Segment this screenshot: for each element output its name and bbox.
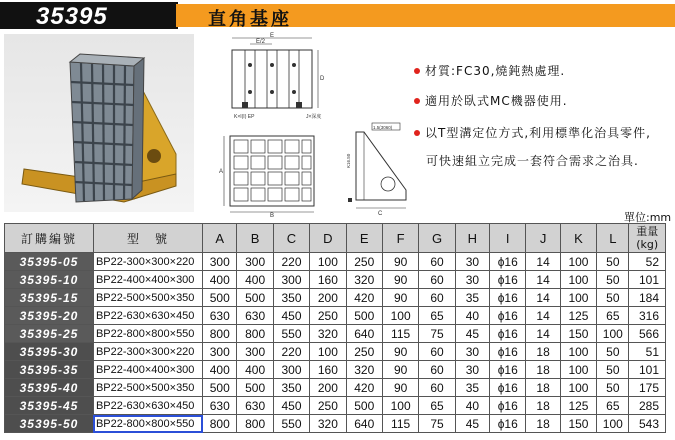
- dim-j-cell: 14: [526, 307, 560, 325]
- dim-e-cell: 500: [346, 397, 382, 415]
- col-header-k: K: [560, 224, 596, 253]
- model-cell: BP22-500×500×350: [93, 289, 202, 307]
- dim-g-cell: 75: [419, 415, 455, 433]
- table-row: [5, 379, 666, 397]
- dim-w-cell: 184: [629, 289, 666, 307]
- col-header-d: D: [310, 224, 346, 253]
- dim-l-cell: 100: [597, 325, 629, 343]
- dim-a-cell: 300: [203, 343, 237, 361]
- order-code-cell: 35395-15: [5, 289, 94, 307]
- dim-b-cell: 300: [237, 253, 273, 271]
- dim-i-cell: ϕ16: [490, 361, 526, 379]
- dim-g-cell: 60: [419, 253, 455, 271]
- dim-k-cell: 100: [560, 289, 596, 307]
- table-row: [5, 253, 666, 271]
- dim-k-cell: 100: [560, 343, 596, 361]
- dim-f-cell: 115: [382, 325, 418, 343]
- dim-d-cell: 250: [310, 307, 346, 325]
- dim-b-cell: 800: [237, 325, 273, 343]
- dim-j-cell: 14: [526, 289, 560, 307]
- dim-b-cell: 400: [237, 271, 273, 289]
- dim-c-cell: 300: [273, 271, 309, 289]
- label-b: B: [270, 213, 275, 218]
- dim-h-cell: 45: [455, 325, 489, 343]
- dim-d-cell: 160: [310, 361, 346, 379]
- col-header-f: F: [382, 224, 418, 253]
- dim-c-cell: 300: [273, 361, 309, 379]
- dim-a-cell: 630: [203, 397, 237, 415]
- dim-l-cell: 65: [597, 307, 629, 325]
- feature-item-continued: 可快速組立完成一套符合需求之治具.: [426, 154, 639, 168]
- label-e: E: [270, 33, 275, 39]
- dim-b-cell: 800: [237, 415, 273, 433]
- dim-e-cell: 250: [346, 253, 382, 271]
- dim-l-cell: 50: [597, 253, 629, 271]
- dim-a-cell: 800: [203, 325, 237, 343]
- dim-f-cell: 115: [382, 415, 418, 433]
- col-header-e: E: [346, 224, 382, 253]
- label-c: C: [378, 211, 383, 217]
- dim-e-cell: 420: [346, 289, 382, 307]
- dim-k-cell: 125: [560, 307, 596, 325]
- dim-l-cell: 100: [597, 415, 629, 433]
- dim-k-cell: 150: [560, 415, 596, 433]
- order-code-cell: 35395-35: [5, 361, 94, 379]
- dim-w-cell: 543: [629, 415, 666, 433]
- dim-g-cell: 65: [419, 307, 455, 325]
- dim-w-cell: 175: [629, 379, 666, 397]
- dim-d-cell: 200: [310, 379, 346, 397]
- table-row: [5, 361, 666, 379]
- col-header-l: L: [597, 224, 629, 253]
- dim-d-cell: 320: [310, 325, 346, 343]
- dim-l-cell: 50: [597, 361, 629, 379]
- dim-i-cell: ϕ16: [490, 325, 526, 343]
- dim-h-cell: 40: [455, 397, 489, 415]
- dim-g-cell: 60: [419, 271, 455, 289]
- front-view-drawing: [218, 128, 328, 218]
- dim-f-cell: 90: [382, 253, 418, 271]
- dim-j-cell: 18: [526, 343, 560, 361]
- dim-a-cell: 630: [203, 307, 237, 325]
- label-e2: E/2: [256, 39, 266, 45]
- col-header-model: 型 號: [93, 224, 202, 253]
- dim-l-cell: 50: [597, 289, 629, 307]
- model-cell: BP22-400×400×300: [93, 271, 202, 289]
- col-header-g: G: [419, 224, 455, 253]
- page-title: 直角基座: [208, 9, 292, 30]
- dim-c-cell: 550: [273, 325, 309, 343]
- dim-c-cell: 220: [273, 253, 309, 271]
- table-row: [5, 307, 666, 325]
- col-header-weight: 重量 (kg): [629, 224, 666, 253]
- label-a: A: [219, 169, 224, 175]
- dim-e-cell: 320: [346, 361, 382, 379]
- dim-i-cell: ϕ16: [490, 253, 526, 271]
- dim-f-cell: 90: [382, 289, 418, 307]
- dim-w-cell: 285: [629, 397, 666, 415]
- dim-k-cell: 100: [560, 379, 596, 397]
- dim-d-cell: 320: [310, 415, 346, 433]
- top-view-drawing: [220, 30, 330, 125]
- model-cell: BP22-400×400×300: [93, 361, 202, 379]
- dim-l-cell: 50: [597, 343, 629, 361]
- dim-e-cell: 320: [346, 271, 382, 289]
- dim-d-cell: 160: [310, 271, 346, 289]
- dim-w-cell: 316: [629, 307, 666, 325]
- dim-f-cell: 100: [382, 397, 418, 415]
- dim-k-cell: 100: [560, 361, 596, 379]
- dim-h-cell: 30: [455, 253, 489, 271]
- dim-g-cell: 60: [419, 343, 455, 361]
- unit-label: 單位:mm: [624, 211, 672, 224]
- dim-j-cell: 18: [526, 361, 560, 379]
- dim-g-cell: 60: [419, 289, 455, 307]
- model-cell: BP22-800×800×550: [93, 415, 202, 433]
- dim-b-cell: 500: [237, 379, 273, 397]
- col-header-a: A: [203, 224, 237, 253]
- dim-j-cell: 18: [526, 397, 560, 415]
- dim-l-cell: 50: [597, 271, 629, 289]
- label-note: 1.5(3060): [373, 125, 393, 130]
- dim-k-cell: 100: [560, 271, 596, 289]
- dim-c-cell: 450: [273, 397, 309, 415]
- model-cell: BP22-300×300×220: [93, 343, 202, 361]
- dim-f-cell: 90: [382, 343, 418, 361]
- col-header-j: J: [526, 224, 560, 253]
- dim-l-cell: 50: [597, 379, 629, 397]
- order-code-cell: 35395-30: [5, 343, 94, 361]
- dim-h-cell: 35: [455, 379, 489, 397]
- dim-d-cell: 100: [310, 343, 346, 361]
- dim-h-cell: 35: [455, 289, 489, 307]
- feature-item: 材質:FC30,燒鈍熱處理.: [414, 62, 565, 80]
- model-cell: BP22-500×500×350: [93, 379, 202, 397]
- model-cell: BP22-630×630×450: [93, 307, 202, 325]
- side-view-drawing: [336, 118, 416, 218]
- dim-a-cell: 800: [203, 415, 237, 433]
- order-code-cell: 35395-05: [5, 253, 94, 271]
- dim-j-cell: 18: [526, 415, 560, 433]
- dim-d-cell: 100: [310, 253, 346, 271]
- dim-d-cell: 200: [310, 289, 346, 307]
- dim-c-cell: 550: [273, 415, 309, 433]
- dim-j-cell: 14: [526, 271, 560, 289]
- dim-w-cell: 566: [629, 325, 666, 343]
- dim-e-cell: 500: [346, 307, 382, 325]
- table-row: [5, 415, 666, 433]
- dim-a-cell: 500: [203, 379, 237, 397]
- dim-h-cell: 30: [455, 271, 489, 289]
- dim-j-cell: 14: [526, 253, 560, 271]
- dim-f-cell: 100: [382, 307, 418, 325]
- dim-w-cell: 52: [629, 253, 666, 271]
- dim-w-cell: 51: [629, 343, 666, 361]
- dim-e-cell: 420: [346, 379, 382, 397]
- dim-b-cell: 630: [237, 397, 273, 415]
- feature-item: 適用於臥式MC機器使用.: [414, 92, 568, 110]
- dim-e-cell: 640: [346, 325, 382, 343]
- dim-h-cell: 40: [455, 307, 489, 325]
- order-code-cell: 35395-50: [5, 415, 94, 433]
- dim-e-cell: 250: [346, 343, 382, 361]
- dim-c-cell: 450: [273, 307, 309, 325]
- dim-h-cell: 30: [455, 343, 489, 361]
- feature-item: 以T型溝定位方式,利用標準化治具零件,: [414, 124, 651, 142]
- angle-plate-image: [4, 34, 194, 212]
- table-row: [5, 343, 666, 361]
- table-row: [5, 289, 666, 307]
- model-cell: BP22-800×800×550: [93, 325, 202, 343]
- label-hole: K16.50: [346, 153, 351, 168]
- table-row: [5, 397, 666, 415]
- col-header-h: H: [455, 224, 489, 253]
- col-header-order-no: 訂購編號: [5, 224, 94, 253]
- dim-a-cell: 400: [203, 271, 237, 289]
- dim-j-cell: 14: [526, 325, 560, 343]
- model-cell: BP22-300×300×220: [93, 253, 202, 271]
- order-code-cell: 35395-10: [5, 271, 94, 289]
- dim-c-cell: 220: [273, 343, 309, 361]
- order-code-cell: 35395-40: [5, 379, 94, 397]
- dim-d-cell: 250: [310, 397, 346, 415]
- dim-i-cell: ϕ16: [490, 271, 526, 289]
- dim-g-cell: 60: [419, 379, 455, 397]
- order-code-cell: 35395-45: [5, 397, 94, 415]
- dim-k-cell: 125: [560, 397, 596, 415]
- dim-l-cell: 65: [597, 397, 629, 415]
- table-row: [5, 325, 666, 343]
- col-header-b: B: [237, 224, 273, 253]
- dim-f-cell: 90: [382, 361, 418, 379]
- dim-h-cell: 30: [455, 361, 489, 379]
- col-header-i: I: [490, 224, 526, 253]
- dim-g-cell: 75: [419, 325, 455, 343]
- dim-k-cell: 100: [560, 253, 596, 271]
- label-bolt: J×深度: [306, 114, 322, 120]
- dim-i-cell: ϕ16: [490, 415, 526, 433]
- dim-j-cell: 18: [526, 379, 560, 397]
- dim-i-cell: ϕ16: [490, 289, 526, 307]
- order-code-cell: 35395-20: [5, 307, 94, 325]
- spec-table: [4, 223, 666, 433]
- bullet-dot-icon: [414, 68, 420, 74]
- dim-k-cell: 150: [560, 325, 596, 343]
- dim-i-cell: ϕ16: [490, 307, 526, 325]
- dim-i-cell: ϕ16: [490, 379, 526, 397]
- col-header-c: C: [273, 224, 309, 253]
- product-photo: [4, 34, 194, 212]
- label-k: K×I(I) EP: [234, 114, 255, 120]
- dim-w-cell: 101: [629, 361, 666, 379]
- dim-i-cell: ϕ16: [490, 397, 526, 415]
- dim-b-cell: 500: [237, 289, 273, 307]
- dim-c-cell: 350: [273, 379, 309, 397]
- dim-b-cell: 400: [237, 361, 273, 379]
- dim-b-cell: 300: [237, 343, 273, 361]
- dim-i-cell: ϕ16: [490, 343, 526, 361]
- dim-w-cell: 101: [629, 271, 666, 289]
- model-cell: BP22-630×630×450: [93, 397, 202, 415]
- order-code-cell: 35395-25: [5, 325, 94, 343]
- dim-f-cell: 90: [382, 271, 418, 289]
- dim-a-cell: 400: [203, 361, 237, 379]
- bullet-dot-icon: [414, 98, 420, 104]
- dim-g-cell: 65: [419, 397, 455, 415]
- bullet-dot-icon: [414, 130, 420, 136]
- dim-a-cell: 500: [203, 289, 237, 307]
- table-header-row: [5, 224, 666, 253]
- dim-a-cell: 300: [203, 253, 237, 271]
- dim-h-cell: 45: [455, 415, 489, 433]
- label-d: D: [320, 76, 325, 82]
- product-code: 35395: [36, 3, 108, 30]
- dim-g-cell: 60: [419, 361, 455, 379]
- dim-e-cell: 640: [346, 415, 382, 433]
- dim-f-cell: 90: [382, 379, 418, 397]
- dim-b-cell: 630: [237, 307, 273, 325]
- dim-c-cell: 350: [273, 289, 309, 307]
- table-row: [5, 271, 666, 289]
